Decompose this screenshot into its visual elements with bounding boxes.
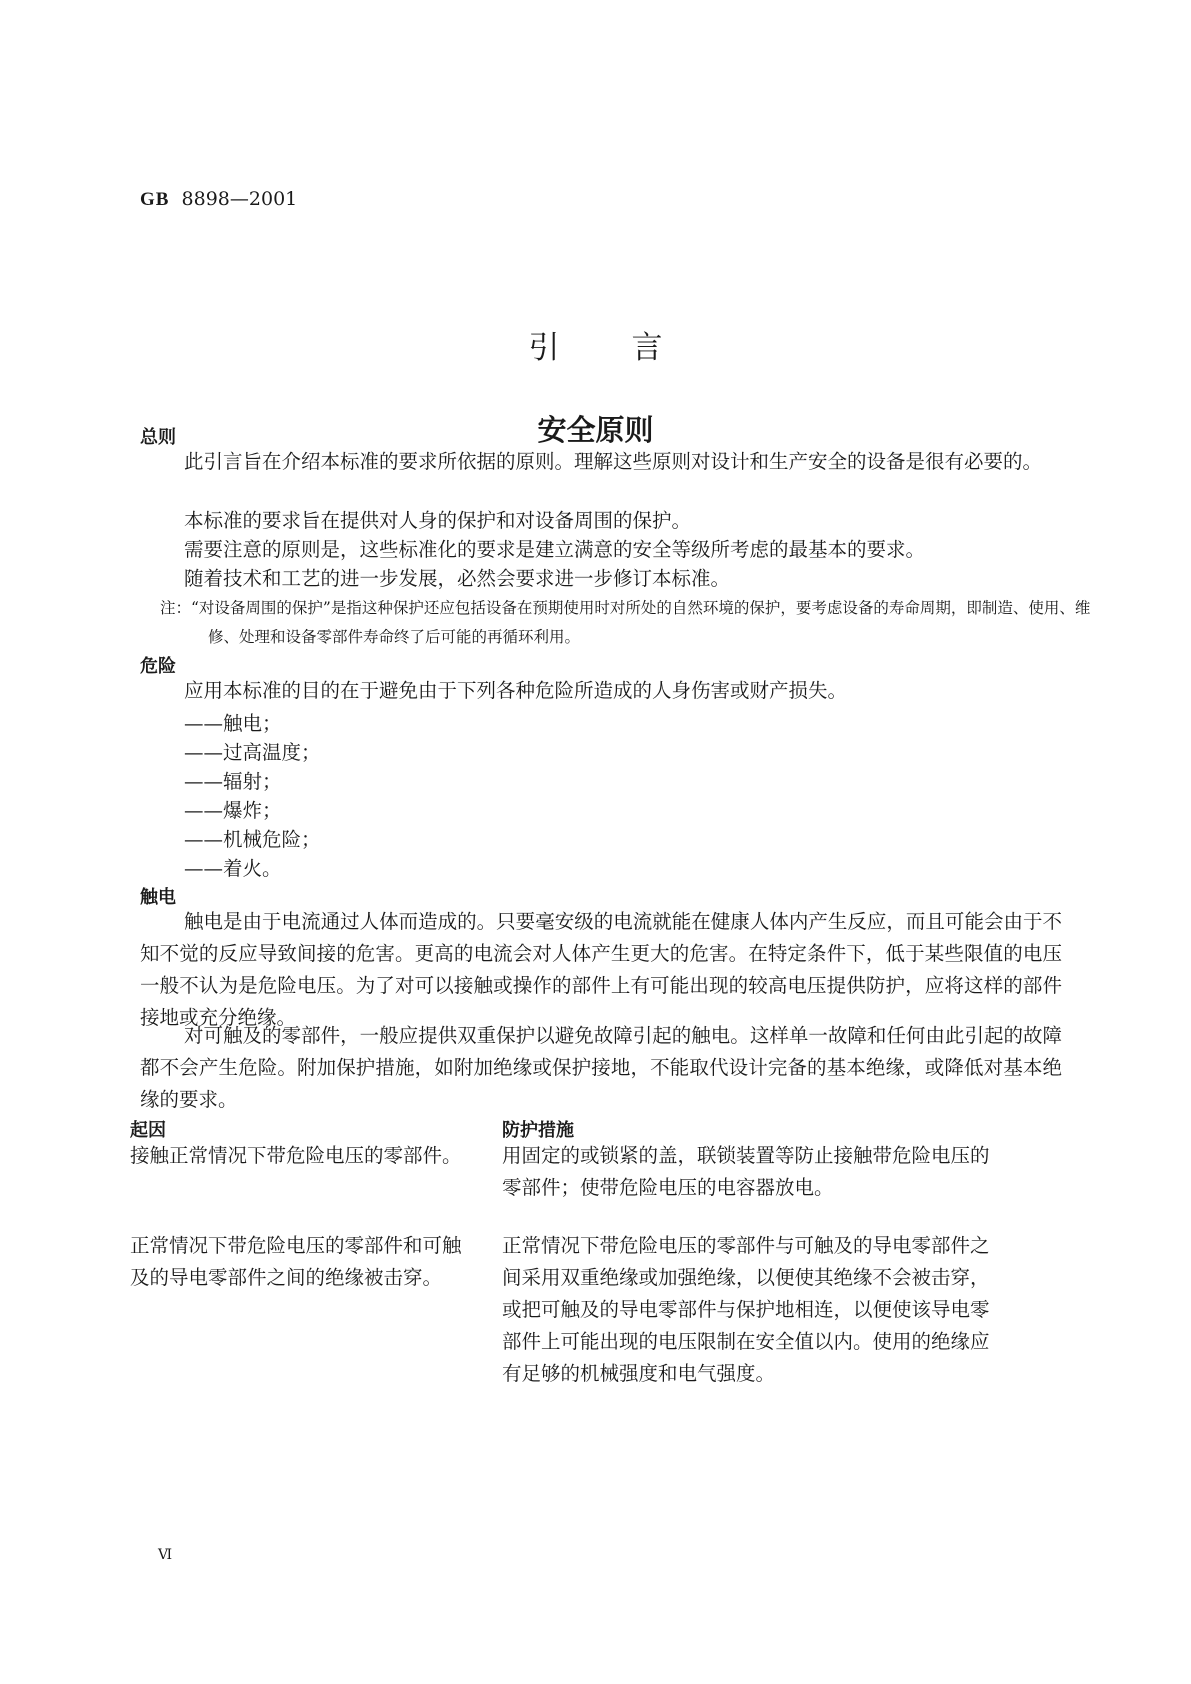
paragraph: 随着技术和工艺的进一步发展，必然会要求进一步修订本标准。 <box>184 567 731 590</box>
paragraph: 触电是由于电流通过人体而造成的。只要毫安级的电流就能在健康人体内产生反应，而且可能会由于不知不觉的反应导致间接的危害。更高的电流会对人体产生更大的危害。在特定条件下，低于某些限值的电压一般不认为是危险电压。为了对可以接触或操作的部件上有可能出现的较高电压提供防护，应将这样的部件接地或充分绝缘。 <box>140 910 1062 1029</box>
page-number: Ⅵ <box>158 1547 173 1563</box>
table-cell-cause: 接触正常情况下带危险电压的零部件。 <box>130 1144 462 1167</box>
standard-code: GB 8898—2001 <box>140 188 298 210</box>
section-heading-general: 总则 <box>140 427 176 448</box>
table-cell-measure: 正常情况下带危险电压的零部件与可触及的导电零部件之间采用双重绝缘或加强绝缘，以便使其绝缘不会被击穿，或把可触及的导电零部件与保护地相连，以便使该导电零部件上可能出现的电压限制在安全值以内。使用的绝缘应有足够的机械强度和电气强度。 <box>502 1234 990 1385</box>
list-item: ——爆炸； <box>184 799 282 822</box>
section-heading-hazards: 危险 <box>140 656 176 677</box>
paragraph: 应用本标准的目的在于避免由于下列各种危险所造成的人身伤害或财产损失。 <box>184 679 848 702</box>
paragraph: 需要注意的原则是，这些标准化的要求是建立满意的安全等级所考虑的最基本的要求。 <box>184 538 926 561</box>
table-cell-cause: 正常情况下带危险电压的零部件和可触及的导电零部件之间的绝缘被击穿。 <box>130 1234 462 1289</box>
paragraph: 此引言旨在介绍本标准的要求所依据的原则。理解这些原则对设计和生产安全的设备是很有必要的。 <box>184 450 1043 473</box>
table-cell-measure: 用固定的或锁紧的盖，联锁装置等防止接触带危险电压的零部件；使带危险电压的电容器放电。 <box>502 1144 990 1199</box>
page-title: 引言 <box>528 330 735 366</box>
paragraph: 对可触及的零部件，一般应提供双重保护以避免故障引起的触电。这样单一故障和任何由此引起的故障都不会产生危险。附加保护措施，如附加绝缘或保护接地，不能取代设计完备的基本绝缘，或降低对基本绝缘的要求。 <box>140 1024 1062 1111</box>
paragraph: 本标准的要求旨在提供对人身的保护和对设备周围的保护。 <box>184 509 692 532</box>
list-item: ——着火。 <box>184 857 282 880</box>
section-heading-electric-shock: 触电 <box>140 887 176 908</box>
column-header-measure: 防护措施 <box>502 1120 574 1141</box>
column-header-cause: 起因 <box>130 1120 166 1141</box>
list-item: ——过高温度； <box>184 741 321 764</box>
list-item: ——机械危险； <box>184 828 321 851</box>
note: 注：“对设备周围的保护”是指这种保护还应包括设备在预期使用时对所处的自然环境的保护，要考虑设备的寿命周期，即制造、使用、维修、处理和设备零部件寿命终了后可能的再循环利用。 <box>160 599 1091 646</box>
list-item: ——触电； <box>184 712 282 735</box>
page-subtitle: 安全原则 <box>537 413 654 447</box>
list-item: ——辐射； <box>184 770 282 793</box>
